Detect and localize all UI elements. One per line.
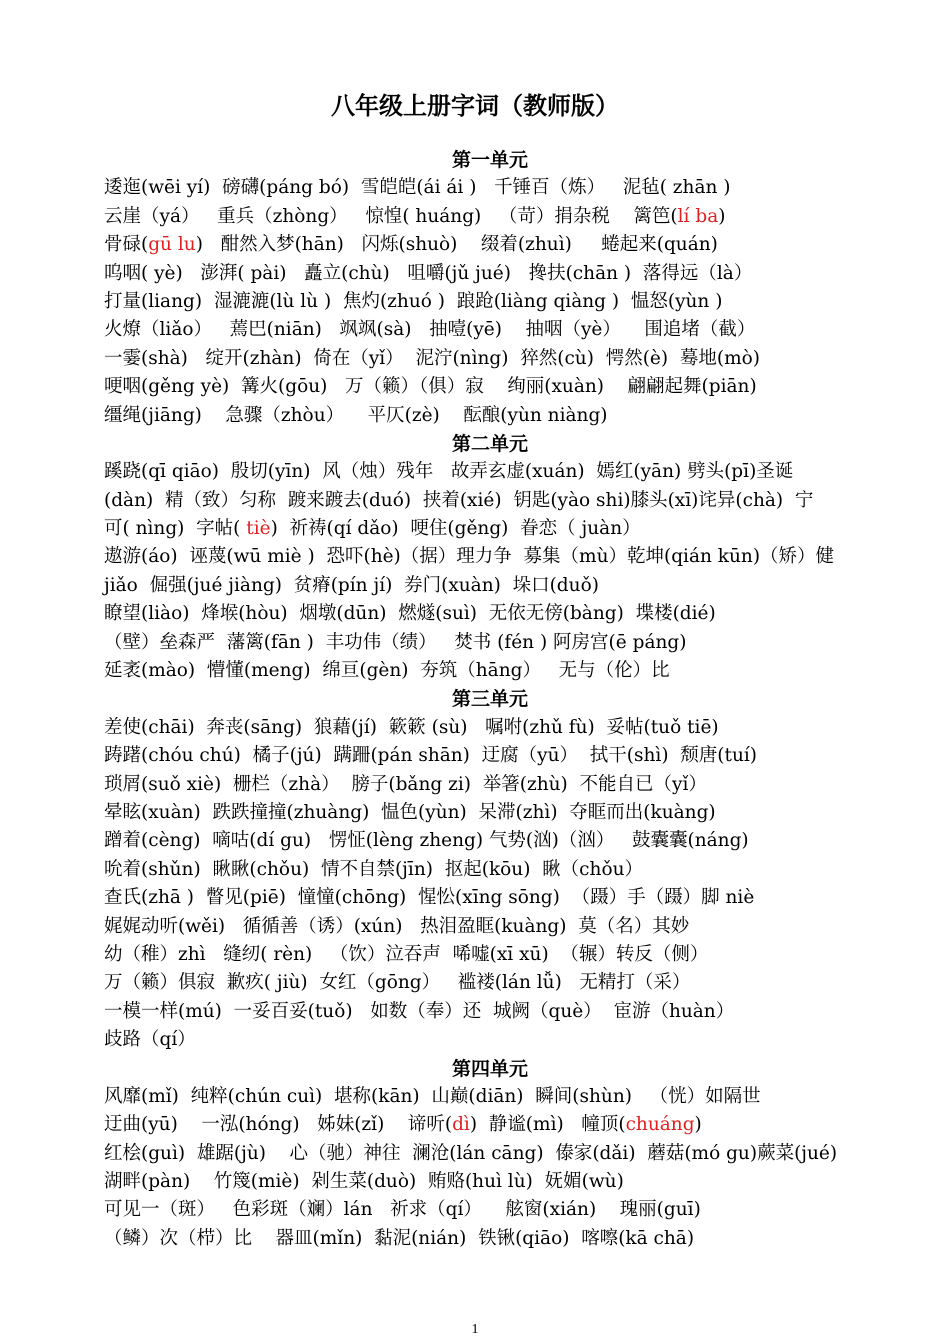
unit-section [104,685,876,1054]
highlighted-pinyin: lí ba [677,205,719,227]
vocab-line [104,203,876,231]
vocab-line [104,1140,876,1168]
vocab-line [104,373,876,401]
vocab-text: 云崖（yá） 重兵（zhòng） 惊惶( huáng) （苛）捐杂税 篱笆( [104,205,678,227]
vocab-line [104,600,876,628]
vocab-line [104,1168,876,1196]
vocab-text: 查氏(zhā ) 瞥见(piē) 憧憧(chōng) 惺忪(xīng sōng) （蹑）手（蹑）脚 niè [104,887,755,909]
vocab-text: 娓娓动听(wěi) 循循善（诱）(xún) 热泪盈眶(kuàng) 莫（名）其妙 [104,915,690,937]
page-number: 1 [471,1322,479,1337]
vocab-text: 琐屑(suǒ xiè) 栅栏（zhà） 膀子(bǎng zi) 举箸(zhù) 不能自已（yǐ） [104,773,707,795]
vocab-line [104,1083,876,1111]
vocab-text: 迂曲(yū) 一泓(hóng) 姊妹(zǐ) 谛听( [104,1114,453,1136]
vocab-line [104,487,876,515]
vocab-line [104,629,876,657]
vocab-line [104,345,876,373]
vocab-line [104,316,876,344]
vocab-line [104,231,876,259]
vocab-line [104,657,876,685]
vocab-text: 万（籁）俱寂 歉疚( jiù) 女红（gōng） 褴褛(lán lǚ) 无精打（采） [104,972,691,994]
vocab-line [104,913,876,941]
vocab-text: 骨碌( [104,234,149,256]
vocab-line [104,458,876,486]
vocab-line [104,799,876,827]
word-list-content [104,146,876,1253]
vocab-text: 歧路（qí） [104,1029,196,1051]
vocab-line [104,288,876,316]
vocab-text: (dàn) 精（致）匀称 踱来踱去(duó) 挟着(xié) 钥匙(yào shi)膝头(xī)诧异(chà) 宁 [104,489,814,511]
vocab-text: （壁）垒森严 藩篱(fān ) 丰功伟（绩） 焚书 (fén ) 阿房宫(ē páng) [104,631,687,653]
vocab-text: 幼（稚）zhì 缝纫( rèn) （饮）泣吞声 唏嘘(xī xū) （辗）转反（侧） [104,943,709,965]
vocab-text: 打量(liang) 湿漉漉(lù lù ) 焦灼(zhuó ) 踉跄(liàng qiàng ) 愠怒(yùn ) [104,290,723,312]
vocab-text: 呜咽( yè) 澎湃( pài) 矗立(chù) 咀嚼(jǔ jué) 搀扶(chān ) 落得远（là） [104,262,753,284]
unit-section [104,146,876,430]
vocab-text: 哽咽(gěng yè) 篝火(gōu) 万（籁）（俱）寂 绚丽(xuàn) 翩翩起舞(piān) [104,376,757,398]
vocab-line [104,1225,876,1253]
vocab-line [104,714,876,742]
vocab-line [104,884,876,912]
vocab-line [104,1026,876,1054]
document-title: 八年级上册字词（教师版） [331,92,619,120]
vocab-line [104,572,876,600]
vocab-text: 差使(chāi) 奔丧(sāng) 狼藉(jí) 簌簌 (sù) 嘱咐(zhǔ fù) 妥帖(tuǒ tiē) [104,716,719,738]
vocab-line [104,543,876,571]
vocab-text: 遨游(áo) 诬蔑(wū miè ) 恐吓(hè)（据）理力争 募集（mù）乾坤(qián kūn)（矫）健 [104,546,835,568]
vocab-text: ) 静谧(mì) 幢顶( [469,1114,626,1136]
vocab-line [104,515,876,543]
vocab-line [104,856,876,884]
unit-title: 第三单元 [451,688,528,711]
vocab-text: ) 祈祷(qí dǎo) 哽住(gěng) 眷恋（ juàn） [270,518,641,540]
vocab-text: 一霎(shà) 绽开(zhàn) 倚在（yǐ） 泥泞(nìng) 猝然(cù) 愕然(è) 蓦地(mò) [104,347,760,369]
vocab-text: 风靡(mǐ) 纯粹(chún cuì) 堪称(kān) 山巅(diān) 瞬间(shùn) （恍）如隔世 [104,1085,761,1107]
vocab-text: 火燎（liǎo） 蔫巴(niān) 飒飒(sà) 抽噎(yē) 抽咽（yè） 围追堵（截） [104,319,756,341]
vocab-text: jiǎo 倔强(jué jiàng) 贫瘠(pín jí) 券门(xuàn) 垛口(duǒ) [104,574,599,596]
highlighted-pinyin: tiè [246,518,271,540]
highlighted-pinyin: gū lu [148,234,196,256]
vocab-text: 缰绳(jiāng) 急骤（zhòu） 平仄(zè) 酝酿(yùn niàng) [104,404,608,426]
vocab-line [104,402,876,430]
vocab-text: 红桧(guì) 雄踞(jù) 心（驰）神往 澜沧(lán cāng) 傣家(dǎi) 蘑菇(mó gu)蕨菜(jué) [104,1142,838,1164]
vocab-text: （鳞）次（栉）比 器皿(mǐn) 黏泥(nián) 铁锹(qiāo) 喀嚓(kā chā) [104,1227,695,1249]
unit-title: 第四单元 [451,1057,528,1080]
vocab-line [104,174,876,202]
highlighted-pinyin: dì [452,1114,470,1136]
vocab-text: 晕眩(xuàn) 跌跌撞撞(zhuàng) 愠色(yùn) 呆滞(zhì) 夺眶而出(kuàng) [104,801,716,823]
unit-title: 第一单元 [451,149,528,171]
vocab-text: ) [718,205,726,227]
vocab-line [104,969,876,997]
unit-title: 第二单元 [451,432,528,455]
vocab-text: ) [694,1114,702,1136]
vocab-text: 踌躇(chóu chú) 橘子(jú) 蹒跚(pán shān) 迂腐（yū） 拭干(shì) 颓唐(tuí) [104,745,758,767]
vocab-line [104,941,876,969]
vocab-text: 蹊跷(qī qiāo) 殷切(yīn) 风（烛）残年 故弄玄虚(xuán) 嫣红(yān) 劈头(pī)圣诞 [104,461,794,483]
vocab-text: 吮着(shǔn) 瞅瞅(chǒu) 情不自禁(jīn) 抠起(kōu) 瞅（chǒu） [104,858,644,880]
vocab-text: 可见一（斑） 色彩斑（斓）lán 祈求（qí） 舷窗(xián) 瑰丽(guī) [104,1199,701,1221]
vocab-line [104,1196,876,1224]
vocab-text: 一模一样(mú) 一妥百妥(tuǒ) 如数（奉）还 城阙（què） 宦游（huàn） [104,1000,735,1022]
vocab-text: 瞭望(liào) 烽堠(hòu) 烟墩(dūn) 燃燧(suì) 无依无傍(bàng) 堞楼(dié) [104,603,716,625]
vocab-line [104,771,876,799]
unit-section [104,430,876,686]
vocab-line [104,1111,876,1139]
vocab-text: 湖畔(pàn) 竹篾(miè) 剁生菜(duò) 贿赂(huì lù) 妩媚(wù) [104,1171,624,1193]
vocab-text: 蹭着(cèng) 嘀咕(dí gu) 愣怔(lèng zheng) 气势(汹)（汹） 鼓囊囊(náng) [104,830,749,852]
unit-section [104,1055,876,1254]
vocab-line [104,998,876,1026]
vocab-line [104,260,876,288]
vocab-text: 可( nìng) 字帖( [104,518,247,540]
vocab-line [104,827,876,855]
highlighted-pinyin: chuáng [625,1114,695,1136]
vocab-line [104,742,876,770]
vocab-text: 逶迤(wēi yí) 磅礴(páng bó) 雪皑皑(ái ái ) 千锤百（炼） 泥毡( zhān ) [104,177,731,199]
vocab-text: 延袤(mào) 懵懂(meng) 绵亘(gèn) 夯筑（hāng） 无与（伦）比 [104,660,670,682]
vocab-text: ) 酣然入梦(hān) 闪烁(shuò) 缀着(zhuì) 蜷起来(quán) [195,234,718,256]
